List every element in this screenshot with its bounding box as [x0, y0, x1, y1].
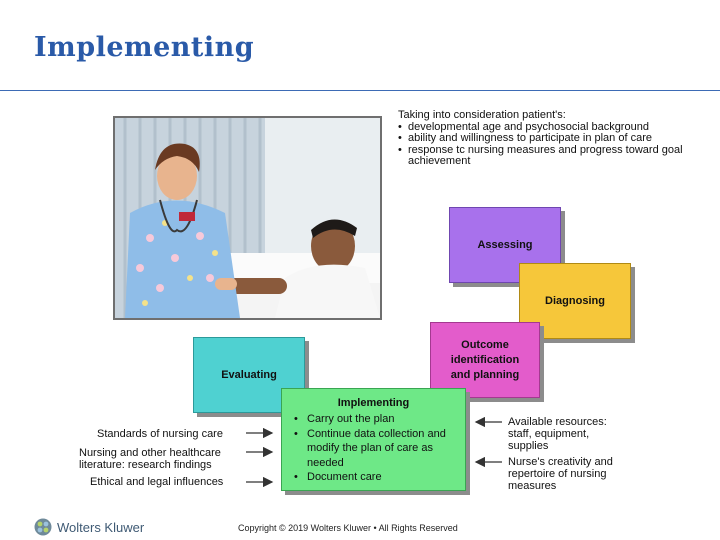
left-input-standards: Standards of nursing care — [97, 428, 223, 440]
right-input-resources: Available resources: staff, equipment, supplies — [508, 416, 607, 452]
implementing-list — [282, 412, 465, 485]
assessing-label: Assessing — [477, 238, 533, 251]
footer-brand: Wolters Kluwer — [57, 519, 145, 535]
consideration-item: • ability and willingness to participate in plan of care — [398, 133, 698, 145]
footer-copyright: Copyright © 2019 Wolters Kluwer • All Rights Reserved — [238, 523, 458, 533]
left-input-literature: Nursing and other healthcare literature: research findings — [79, 447, 221, 471]
considerations-heading: Taking into consideration patient's: — [398, 109, 566, 121]
outcome-label-line1: Outcome — [461, 338, 509, 351]
considerations-text — [398, 110, 698, 168]
implementing-item: • Document care — [294, 470, 465, 485]
nurse-patient-photo — [113, 116, 382, 320]
outcome-planning-box — [430, 322, 540, 398]
implementing-box — [281, 388, 466, 491]
left-input-ethical: Ethical and legal influences — [90, 476, 224, 488]
considerations-list — [398, 122, 698, 168]
right-input-creativity: Nurse's creativity and repertoire of nursing measures — [508, 456, 613, 492]
wolters-kluwer-logo-icon — [34, 518, 52, 536]
outcome-label-line3: and planning — [450, 368, 520, 381]
consideration-item: • developmental age and psychosocial background — [398, 122, 698, 134]
footer-logo — [34, 518, 144, 536]
title-divider — [0, 90, 720, 91]
evaluating-label: Evaluating — [221, 368, 277, 381]
slide-title: Implementing — [34, 32, 255, 63]
implementing-item: • Continue data collection and modify the plan of care as needed — [294, 427, 465, 471]
implementing-item: • Carry out the plan — [294, 412, 465, 427]
outcome-label-line2: identification — [450, 353, 520, 366]
implementing-heading: Implementing — [337, 397, 410, 409]
consideration-item: • response tc nursing measures and progress toward goal achievement — [398, 145, 698, 168]
diagnosing-label: Diagnosing — [545, 294, 605, 307]
